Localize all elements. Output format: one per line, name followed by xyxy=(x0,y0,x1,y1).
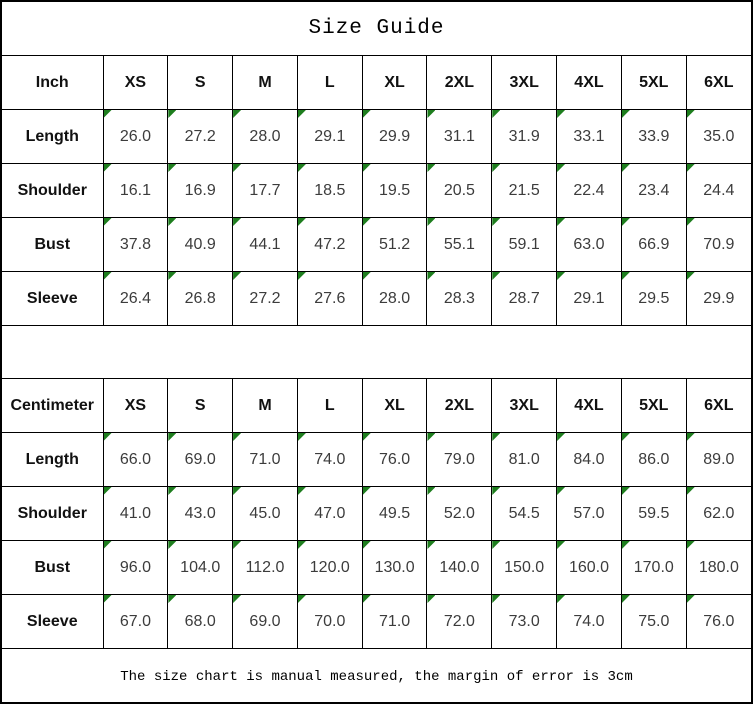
comment-marker-icon xyxy=(363,433,371,441)
size-value-cell xyxy=(168,110,233,164)
row-label-cell: Sleeve xyxy=(2,272,103,326)
size-header-row xyxy=(2,56,751,110)
size-value: 27.6 xyxy=(314,289,346,307)
size-value: 17.7 xyxy=(249,181,281,199)
size-value-cell xyxy=(168,595,233,649)
comment-marker-icon xyxy=(427,164,435,172)
comment-marker-icon xyxy=(492,433,500,441)
size-header-cell: 4XL xyxy=(557,379,622,433)
row-label-cell: Shoulder xyxy=(2,164,103,218)
size-value-cell xyxy=(492,541,557,595)
size-value-cell xyxy=(362,164,427,218)
size-value: 26.4 xyxy=(119,289,151,307)
comment-marker-icon xyxy=(104,433,112,441)
comment-marker-icon xyxy=(622,218,630,226)
size-value-cell xyxy=(686,433,751,487)
size-value-cell xyxy=(557,595,622,649)
size-value-cell xyxy=(492,164,557,218)
comment-marker-icon xyxy=(104,487,112,495)
comment-marker-icon xyxy=(233,541,241,549)
comment-marker-icon xyxy=(298,110,306,118)
size-value-cell xyxy=(492,487,557,541)
size-value: 59.1 xyxy=(508,235,540,253)
size-value: 27.2 xyxy=(249,289,281,307)
size-value: 33.1 xyxy=(573,127,605,145)
size-value-cell xyxy=(297,541,362,595)
size-value: 74.0 xyxy=(314,450,346,468)
comment-marker-icon xyxy=(298,487,306,495)
size-value: 26.8 xyxy=(184,289,216,307)
size-value-cell xyxy=(297,433,362,487)
measurement-row xyxy=(2,541,751,595)
size-value-cell xyxy=(297,164,362,218)
size-value-cell xyxy=(103,110,168,164)
size-value-cell xyxy=(233,487,298,541)
size-value-cell xyxy=(686,487,751,541)
size-value-cell xyxy=(362,218,427,272)
size-value: 69.0 xyxy=(184,450,216,468)
comment-marker-icon xyxy=(168,487,176,495)
comment-marker-icon xyxy=(492,272,500,280)
size-value-cell xyxy=(297,272,362,326)
size-value-cell xyxy=(557,272,622,326)
measurement-row xyxy=(2,218,751,272)
size-value-cell xyxy=(427,272,492,326)
size-value: 62.0 xyxy=(703,504,735,522)
measurement-row xyxy=(2,272,751,326)
comment-marker-icon xyxy=(363,272,371,280)
size-value-cell xyxy=(621,164,686,218)
comment-marker-icon xyxy=(687,218,695,226)
comment-marker-icon xyxy=(104,595,112,603)
comment-marker-icon xyxy=(557,595,565,603)
size-value-cell xyxy=(233,433,298,487)
size-value: 104.0 xyxy=(180,558,221,576)
size-value-cell xyxy=(362,110,427,164)
size-value: 16.1 xyxy=(119,181,151,199)
size-value-cell xyxy=(557,110,622,164)
size-value: 72.0 xyxy=(443,612,475,630)
size-value: 66.9 xyxy=(638,235,670,253)
size-header-cell: 6XL xyxy=(686,379,751,433)
size-value: 29.1 xyxy=(314,127,346,145)
size-value: 19.5 xyxy=(379,181,411,199)
comment-marker-icon xyxy=(557,272,565,280)
size-value: 52.0 xyxy=(443,504,475,522)
size-value-cell xyxy=(362,487,427,541)
comment-marker-icon xyxy=(168,110,176,118)
comment-marker-icon xyxy=(298,272,306,280)
size-value: 31.1 xyxy=(443,127,475,145)
size-value: 29.5 xyxy=(638,289,670,307)
size-value-cell xyxy=(168,164,233,218)
size-value: 28.0 xyxy=(249,127,281,145)
comment-marker-icon xyxy=(622,541,630,549)
size-header-cell: S xyxy=(168,379,233,433)
size-header-cell: S xyxy=(168,56,233,110)
size-header-cell: 5XL xyxy=(621,379,686,433)
size-value: 16.9 xyxy=(184,181,216,199)
size-value: 68.0 xyxy=(184,612,216,630)
comment-marker-icon xyxy=(622,164,630,172)
size-value-cell xyxy=(686,110,751,164)
size-value: 31.9 xyxy=(508,127,540,145)
size-value: 67.0 xyxy=(119,612,151,630)
measurement-row xyxy=(2,164,751,218)
size-header-cell: XS xyxy=(103,56,168,110)
comment-marker-icon xyxy=(622,433,630,441)
row-label-cell: Length xyxy=(2,110,103,164)
comment-marker-icon xyxy=(363,595,371,603)
size-header-cell: 5XL xyxy=(621,56,686,110)
size-value-cell xyxy=(362,272,427,326)
size-header-cell: L xyxy=(297,379,362,433)
size-value-cell xyxy=(233,272,298,326)
size-header-cell: 2XL xyxy=(427,379,492,433)
size-value: 26.0 xyxy=(119,127,151,145)
comment-marker-icon xyxy=(168,433,176,441)
comment-marker-icon xyxy=(104,110,112,118)
size-value-cell xyxy=(621,541,686,595)
comment-marker-icon xyxy=(557,487,565,495)
size-value: 71.0 xyxy=(379,612,411,630)
size-header-row xyxy=(2,379,751,433)
size-value-cell xyxy=(103,272,168,326)
comment-marker-icon xyxy=(687,541,695,549)
measurement-row xyxy=(2,110,751,164)
size-value-cell xyxy=(168,487,233,541)
comment-marker-icon xyxy=(622,110,630,118)
measurement-row xyxy=(2,433,751,487)
size-value-cell xyxy=(427,541,492,595)
size-value: 57.0 xyxy=(573,504,605,522)
size-value: 76.0 xyxy=(703,612,735,630)
size-value: 29.1 xyxy=(573,289,605,307)
size-value: 54.5 xyxy=(508,504,540,522)
size-value-cell xyxy=(557,218,622,272)
size-header-cell: 6XL xyxy=(686,56,751,110)
size-value: 22.4 xyxy=(573,181,605,199)
comment-marker-icon xyxy=(687,110,695,118)
size-value: 37.8 xyxy=(119,235,151,253)
size-value-cell xyxy=(362,433,427,487)
comment-marker-icon xyxy=(557,541,565,549)
comment-marker-icon xyxy=(557,164,565,172)
size-value-cell xyxy=(233,218,298,272)
size-header-cell: M xyxy=(233,56,298,110)
comment-marker-icon xyxy=(233,595,241,603)
size-value-cell xyxy=(686,541,751,595)
size-value-cell xyxy=(557,433,622,487)
size-value-cell xyxy=(233,541,298,595)
size-value: 170.0 xyxy=(633,558,674,576)
size-value-cell xyxy=(621,110,686,164)
size-header-cell: XL xyxy=(362,56,427,110)
inch-size-table xyxy=(2,55,751,326)
size-value-cell xyxy=(621,218,686,272)
comment-marker-icon xyxy=(557,110,565,118)
comment-marker-icon xyxy=(492,164,500,172)
size-value: 28.7 xyxy=(508,289,540,307)
comment-marker-icon xyxy=(363,164,371,172)
size-value: 45.0 xyxy=(249,504,281,522)
size-value: 69.0 xyxy=(249,612,281,630)
size-value-cell xyxy=(103,164,168,218)
size-value-cell xyxy=(168,218,233,272)
comment-marker-icon xyxy=(168,218,176,226)
comment-marker-icon xyxy=(104,541,112,549)
size-value: 140.0 xyxy=(439,558,480,576)
unit-header-cell: Centimeter xyxy=(2,379,103,433)
size-value-cell xyxy=(427,218,492,272)
size-value: 86.0 xyxy=(638,450,670,468)
size-value-cell xyxy=(427,164,492,218)
size-header-cell: 2XL xyxy=(427,56,492,110)
size-value: 89.0 xyxy=(703,450,735,468)
comment-marker-icon xyxy=(104,272,112,280)
size-value: 21.5 xyxy=(508,181,540,199)
comment-marker-icon xyxy=(687,164,695,172)
size-value: 41.0 xyxy=(119,504,151,522)
size-header-cell: 3XL xyxy=(492,56,557,110)
size-value: 66.0 xyxy=(119,450,151,468)
comment-marker-icon xyxy=(492,541,500,549)
size-value: 150.0 xyxy=(504,558,545,576)
size-value-cell xyxy=(492,110,557,164)
size-value-cell xyxy=(557,487,622,541)
size-value: 55.1 xyxy=(443,235,475,253)
size-value: 40.9 xyxy=(184,235,216,253)
size-header-cell: XL xyxy=(362,379,427,433)
size-value-cell xyxy=(621,433,686,487)
unit-header-cell: Inch xyxy=(2,56,103,110)
comment-marker-icon xyxy=(427,595,435,603)
comment-marker-icon xyxy=(427,272,435,280)
size-value: 59.5 xyxy=(638,504,670,522)
size-value-cell xyxy=(427,487,492,541)
size-header-cell: L xyxy=(297,56,362,110)
page-title: Size Guide xyxy=(308,17,445,40)
size-value: 160.0 xyxy=(568,558,609,576)
comment-marker-icon xyxy=(427,110,435,118)
size-value-cell xyxy=(492,272,557,326)
size-value: 18.5 xyxy=(314,181,346,199)
comment-marker-icon xyxy=(104,164,112,172)
size-value: 70.0 xyxy=(314,612,346,630)
size-header-cell: 3XL xyxy=(492,379,557,433)
comment-marker-icon xyxy=(168,595,176,603)
size-value: 75.0 xyxy=(638,612,670,630)
size-value: 51.2 xyxy=(379,235,411,253)
comment-marker-icon xyxy=(427,487,435,495)
comment-marker-icon xyxy=(298,433,306,441)
size-value: 44.1 xyxy=(249,235,281,253)
size-value-cell xyxy=(233,164,298,218)
size-value: 27.2 xyxy=(184,127,216,145)
comment-marker-icon xyxy=(233,164,241,172)
comment-marker-icon xyxy=(363,218,371,226)
size-value-cell xyxy=(297,110,362,164)
comment-marker-icon xyxy=(622,487,630,495)
size-value: 130.0 xyxy=(374,558,415,576)
comment-marker-icon xyxy=(233,218,241,226)
comment-marker-icon xyxy=(687,595,695,603)
size-value: 81.0 xyxy=(508,450,540,468)
size-value-cell xyxy=(621,595,686,649)
size-value-cell xyxy=(492,595,557,649)
comment-marker-icon xyxy=(233,487,241,495)
size-value: 20.5 xyxy=(443,181,475,199)
row-label-cell: Bust xyxy=(2,218,103,272)
comment-marker-icon xyxy=(298,218,306,226)
size-value: 71.0 xyxy=(249,450,281,468)
comment-marker-icon xyxy=(298,595,306,603)
size-value: 43.0 xyxy=(184,504,216,522)
comment-marker-icon xyxy=(557,433,565,441)
size-value-cell xyxy=(427,595,492,649)
measurement-row xyxy=(2,487,751,541)
comment-marker-icon xyxy=(687,272,695,280)
size-value-cell xyxy=(492,218,557,272)
comment-marker-icon xyxy=(233,272,241,280)
size-value-cell xyxy=(362,595,427,649)
comment-marker-icon xyxy=(298,541,306,549)
size-value: 29.9 xyxy=(703,289,735,307)
row-label-cell: Sleeve xyxy=(2,595,103,649)
size-value-cell xyxy=(621,487,686,541)
size-value-cell xyxy=(686,595,751,649)
comment-marker-icon xyxy=(363,110,371,118)
size-value-cell xyxy=(557,164,622,218)
comment-marker-icon xyxy=(427,541,435,549)
size-value-cell xyxy=(103,595,168,649)
row-label-cell: Bust xyxy=(2,541,103,595)
comment-marker-icon xyxy=(492,110,500,118)
size-value: 76.0 xyxy=(379,450,411,468)
size-value-cell xyxy=(621,272,686,326)
size-value: 63.0 xyxy=(573,235,605,253)
size-value-cell xyxy=(686,164,751,218)
size-value-cell xyxy=(233,595,298,649)
size-value-cell xyxy=(297,487,362,541)
size-value: 33.9 xyxy=(638,127,670,145)
size-header-cell: XS xyxy=(103,379,168,433)
size-value: 29.9 xyxy=(379,127,411,145)
comment-marker-icon xyxy=(363,487,371,495)
size-value: 49.5 xyxy=(379,504,411,522)
comment-marker-icon xyxy=(687,487,695,495)
size-value-cell xyxy=(103,541,168,595)
comment-marker-icon xyxy=(492,218,500,226)
size-value: 70.9 xyxy=(703,235,735,253)
size-value-cell xyxy=(362,541,427,595)
size-value-cell xyxy=(297,218,362,272)
size-value: 73.0 xyxy=(508,612,540,630)
measurement-row xyxy=(2,595,751,649)
size-value: 84.0 xyxy=(573,450,605,468)
comment-marker-icon xyxy=(168,541,176,549)
comment-marker-icon xyxy=(298,164,306,172)
comment-marker-icon xyxy=(492,487,500,495)
comment-marker-icon xyxy=(363,541,371,549)
comment-marker-icon xyxy=(622,595,630,603)
comment-marker-icon xyxy=(104,218,112,226)
size-value: 112.0 xyxy=(245,558,285,576)
size-value: 79.0 xyxy=(443,450,475,468)
size-value: 47.0 xyxy=(314,504,346,522)
table-gap xyxy=(2,326,751,378)
comment-marker-icon xyxy=(687,433,695,441)
comment-marker-icon xyxy=(233,110,241,118)
size-value: 24.4 xyxy=(703,181,735,199)
size-value-cell xyxy=(168,272,233,326)
size-value-cell xyxy=(233,110,298,164)
size-value-cell xyxy=(492,433,557,487)
size-value-cell xyxy=(103,487,168,541)
size-value: 180.0 xyxy=(698,558,739,576)
size-header-cell: M xyxy=(233,379,298,433)
size-value-cell xyxy=(103,433,168,487)
size-value: 47.2 xyxy=(314,235,346,253)
size-value: 96.0 xyxy=(119,558,151,576)
size-value: 74.0 xyxy=(573,612,605,630)
comment-marker-icon xyxy=(168,272,176,280)
size-value-cell xyxy=(297,595,362,649)
size-value-cell xyxy=(686,218,751,272)
size-value-cell xyxy=(427,433,492,487)
size-value: 23.4 xyxy=(638,181,670,199)
size-value-cell xyxy=(168,433,233,487)
size-value-cell xyxy=(168,541,233,595)
row-label-cell: Length xyxy=(2,433,103,487)
size-header-cell: 4XL xyxy=(557,56,622,110)
comment-marker-icon xyxy=(557,218,565,226)
row-label-cell: Shoulder xyxy=(2,487,103,541)
footer-note: The size chart is manual measured, the margin of error is 3cm xyxy=(120,668,633,685)
size-value-cell xyxy=(557,541,622,595)
comment-marker-icon xyxy=(492,595,500,603)
size-value: 28.0 xyxy=(379,289,411,307)
size-value: 35.0 xyxy=(703,127,735,145)
comment-marker-icon xyxy=(168,164,176,172)
size-value: 28.3 xyxy=(443,289,475,307)
comment-marker-icon xyxy=(622,272,630,280)
size-value-cell xyxy=(686,272,751,326)
size-value: 120.0 xyxy=(309,558,350,576)
size-value-cell xyxy=(103,218,168,272)
comment-marker-icon xyxy=(427,433,435,441)
comment-marker-icon xyxy=(427,218,435,226)
cm-size-table xyxy=(2,378,751,649)
size-value-cell xyxy=(427,110,492,164)
comment-marker-icon xyxy=(233,433,241,441)
